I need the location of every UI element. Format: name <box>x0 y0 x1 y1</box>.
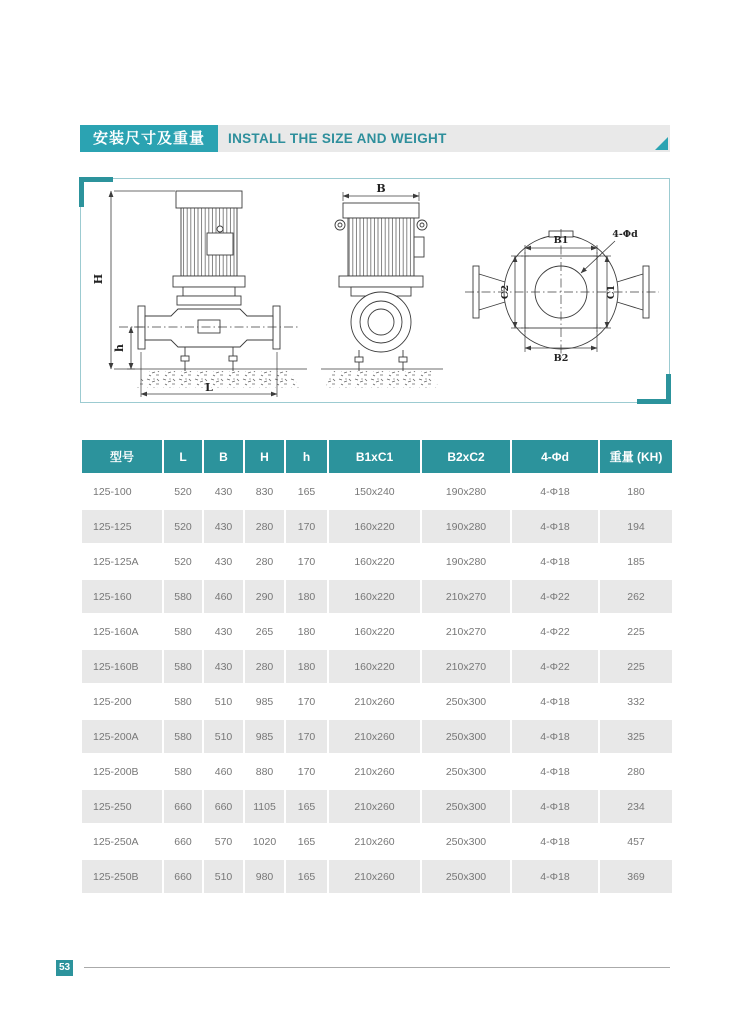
value-cell: 194 <box>599 509 673 544</box>
value-cell: 1105 <box>244 789 285 824</box>
value-cell: 170 <box>285 684 328 719</box>
value-cell: 262 <box>599 579 673 614</box>
section-title-bar <box>218 125 670 152</box>
value-cell: 180 <box>599 474 673 509</box>
table-row <box>81 824 673 859</box>
model-cell: 125-200 <box>81 684 163 719</box>
value-cell: 4-Φ18 <box>511 719 599 754</box>
value-cell: 190x280 <box>421 474 511 509</box>
dim-label-C1: C1 <box>606 284 617 300</box>
value-cell: 160x220 <box>328 544 421 579</box>
value-cell: 210x260 <box>328 719 421 754</box>
value-cell: 4-Φ18 <box>511 474 599 509</box>
page-number: 53 <box>56 960 73 976</box>
value-cell: 4-Φ18 <box>511 789 599 824</box>
dim-label-h: h <box>113 344 126 352</box>
table-row <box>81 614 673 649</box>
value-cell: 210x260 <box>328 824 421 859</box>
value-cell: 250x300 <box>421 789 511 824</box>
value-cell: 985 <box>244 719 285 754</box>
table-body <box>81 474 673 894</box>
model-cell: 125-250B <box>81 859 163 894</box>
value-cell: 460 <box>203 754 244 789</box>
side-view <box>321 182 443 388</box>
section-header <box>80 125 670 152</box>
value-cell: 4-Φ18 <box>511 509 599 544</box>
value-cell: 460 <box>203 579 244 614</box>
value-cell: 332 <box>599 684 673 719</box>
value-cell: 280 <box>244 544 285 579</box>
value-cell: 4-Φ22 <box>511 649 599 684</box>
value-cell: 180 <box>285 614 328 649</box>
value-cell: 160x220 <box>328 509 421 544</box>
model-cell: 125-250A <box>81 824 163 859</box>
col-header-H: H <box>244 439 285 474</box>
value-cell: 4-Φ22 <box>511 614 599 649</box>
value-cell: 190x280 <box>421 509 511 544</box>
value-cell: 185 <box>599 544 673 579</box>
value-cell: 580 <box>163 684 203 719</box>
value-cell: 150x240 <box>328 474 421 509</box>
value-cell: 510 <box>203 719 244 754</box>
value-cell: 170 <box>285 754 328 789</box>
value-cell: 580 <box>163 649 203 684</box>
corner-triangle-icon <box>655 137 668 150</box>
value-cell: 4-Φ18 <box>511 824 599 859</box>
col-header-B2xC2: B2xC2 <box>421 439 511 474</box>
value-cell: 165 <box>285 824 328 859</box>
value-cell: 250x300 <box>421 684 511 719</box>
value-cell: 160x220 <box>328 649 421 684</box>
value-cell: 510 <box>203 684 244 719</box>
model-cell: 125-250 <box>81 789 163 824</box>
value-cell: 520 <box>163 544 203 579</box>
table-row <box>81 859 673 894</box>
col-header-weight: 重量 (KH) <box>599 439 673 474</box>
value-cell: 210x260 <box>328 684 421 719</box>
dim-label-C2: C2 <box>500 284 511 300</box>
section-title-zh: 安装尺寸及重量 <box>80 125 218 152</box>
value-cell: 165 <box>285 789 328 824</box>
table-header-row <box>81 439 673 474</box>
value-cell: 210x270 <box>421 614 511 649</box>
value-cell: 430 <box>203 509 244 544</box>
table-row <box>81 719 673 754</box>
value-cell: 430 <box>203 474 244 509</box>
value-cell: 325 <box>599 719 673 754</box>
table-row <box>81 789 673 824</box>
table-row <box>81 509 673 544</box>
model-cell: 125-100 <box>81 474 163 509</box>
value-cell: 160x220 <box>328 579 421 614</box>
ground-hatch <box>325 371 439 388</box>
value-cell: 190x280 <box>421 544 511 579</box>
value-cell: 660 <box>163 824 203 859</box>
dim-label-B1: B1 <box>553 235 569 246</box>
col-header-model: 型号 <box>81 439 163 474</box>
table-row <box>81 474 673 509</box>
value-cell: 660 <box>163 789 203 824</box>
ground-hatch <box>137 371 299 388</box>
value-cell: 580 <box>163 614 203 649</box>
model-cell: 125-160B <box>81 649 163 684</box>
front-view <box>92 191 307 397</box>
model-cell: 125-160A <box>81 614 163 649</box>
value-cell: 1020 <box>244 824 285 859</box>
value-cell: 4-Φ22 <box>511 579 599 614</box>
dim-label-B: B <box>376 182 386 195</box>
value-cell: 520 <box>163 474 203 509</box>
value-cell: 165 <box>285 859 328 894</box>
footer-rule <box>84 967 670 968</box>
col-header-h: h <box>285 439 328 474</box>
value-cell: 660 <box>163 859 203 894</box>
dim-label-L: L <box>205 381 213 394</box>
value-cell: 4-Φ18 <box>511 754 599 789</box>
value-cell: 170 <box>285 509 328 544</box>
value-cell: 510 <box>203 859 244 894</box>
value-cell: 369 <box>599 859 673 894</box>
dim-label-H: H <box>92 273 105 285</box>
value-cell: 250x300 <box>421 754 511 789</box>
value-cell: 210x260 <box>328 859 421 894</box>
value-cell: 280 <box>599 754 673 789</box>
value-cell: 580 <box>163 754 203 789</box>
table-row <box>81 649 673 684</box>
value-cell: 985 <box>244 684 285 719</box>
value-cell: 180 <box>285 579 328 614</box>
model-cell: 125-160 <box>81 579 163 614</box>
value-cell: 250x300 <box>421 719 511 754</box>
value-cell: 580 <box>163 579 203 614</box>
value-cell: 265 <box>244 614 285 649</box>
plan-view <box>465 229 659 364</box>
value-cell: 570 <box>203 824 244 859</box>
value-cell: 210x270 <box>421 649 511 684</box>
bolt-holes-label: 4-Φd <box>612 229 638 240</box>
model-cell: 125-200B <box>81 754 163 789</box>
col-header-B: B <box>203 439 244 474</box>
section-title-en: INSTALL THE SIZE AND WEIGHT <box>228 131 447 146</box>
pump-dimension-diagram <box>81 179 669 402</box>
model-cell: 125-125A <box>81 544 163 579</box>
value-cell: 160x220 <box>328 614 421 649</box>
value-cell: 290 <box>244 579 285 614</box>
value-cell: 430 <box>203 649 244 684</box>
model-cell: 125-125 <box>81 509 163 544</box>
value-cell: 457 <box>599 824 673 859</box>
col-header-L: L <box>163 439 203 474</box>
value-cell: 225 <box>599 614 673 649</box>
value-cell: 830 <box>244 474 285 509</box>
value-cell: 980 <box>244 859 285 894</box>
table-row <box>81 544 673 579</box>
value-cell: 4-Φ18 <box>511 859 599 894</box>
installation-drawing-panel <box>80 178 670 403</box>
value-cell: 660 <box>203 789 244 824</box>
value-cell: 210x260 <box>328 754 421 789</box>
value-cell: 225 <box>599 649 673 684</box>
value-cell: 234 <box>599 789 673 824</box>
value-cell: 210x260 <box>328 789 421 824</box>
table-row <box>81 684 673 719</box>
value-cell: 4-Φ18 <box>511 684 599 719</box>
table-row <box>81 579 673 614</box>
value-cell: 520 <box>163 509 203 544</box>
value-cell: 580 <box>163 719 203 754</box>
value-cell: 210x270 <box>421 579 511 614</box>
dim-label-B2: B2 <box>553 353 569 364</box>
dimension-weight-table <box>80 438 674 895</box>
model-cell: 125-200A <box>81 719 163 754</box>
value-cell: 250x300 <box>421 824 511 859</box>
value-cell: 250x300 <box>421 859 511 894</box>
value-cell: 180 <box>285 649 328 684</box>
value-cell: 880 <box>244 754 285 789</box>
table-row <box>81 754 673 789</box>
value-cell: 430 <box>203 544 244 579</box>
value-cell: 280 <box>244 649 285 684</box>
col-header-B1xC1: B1xC1 <box>328 439 421 474</box>
value-cell: 4-Φ18 <box>511 544 599 579</box>
value-cell: 430 <box>203 614 244 649</box>
col-header-bolt: 4-Φd <box>511 439 599 474</box>
value-cell: 170 <box>285 544 328 579</box>
value-cell: 165 <box>285 474 328 509</box>
value-cell: 170 <box>285 719 328 754</box>
value-cell: 280 <box>244 509 285 544</box>
